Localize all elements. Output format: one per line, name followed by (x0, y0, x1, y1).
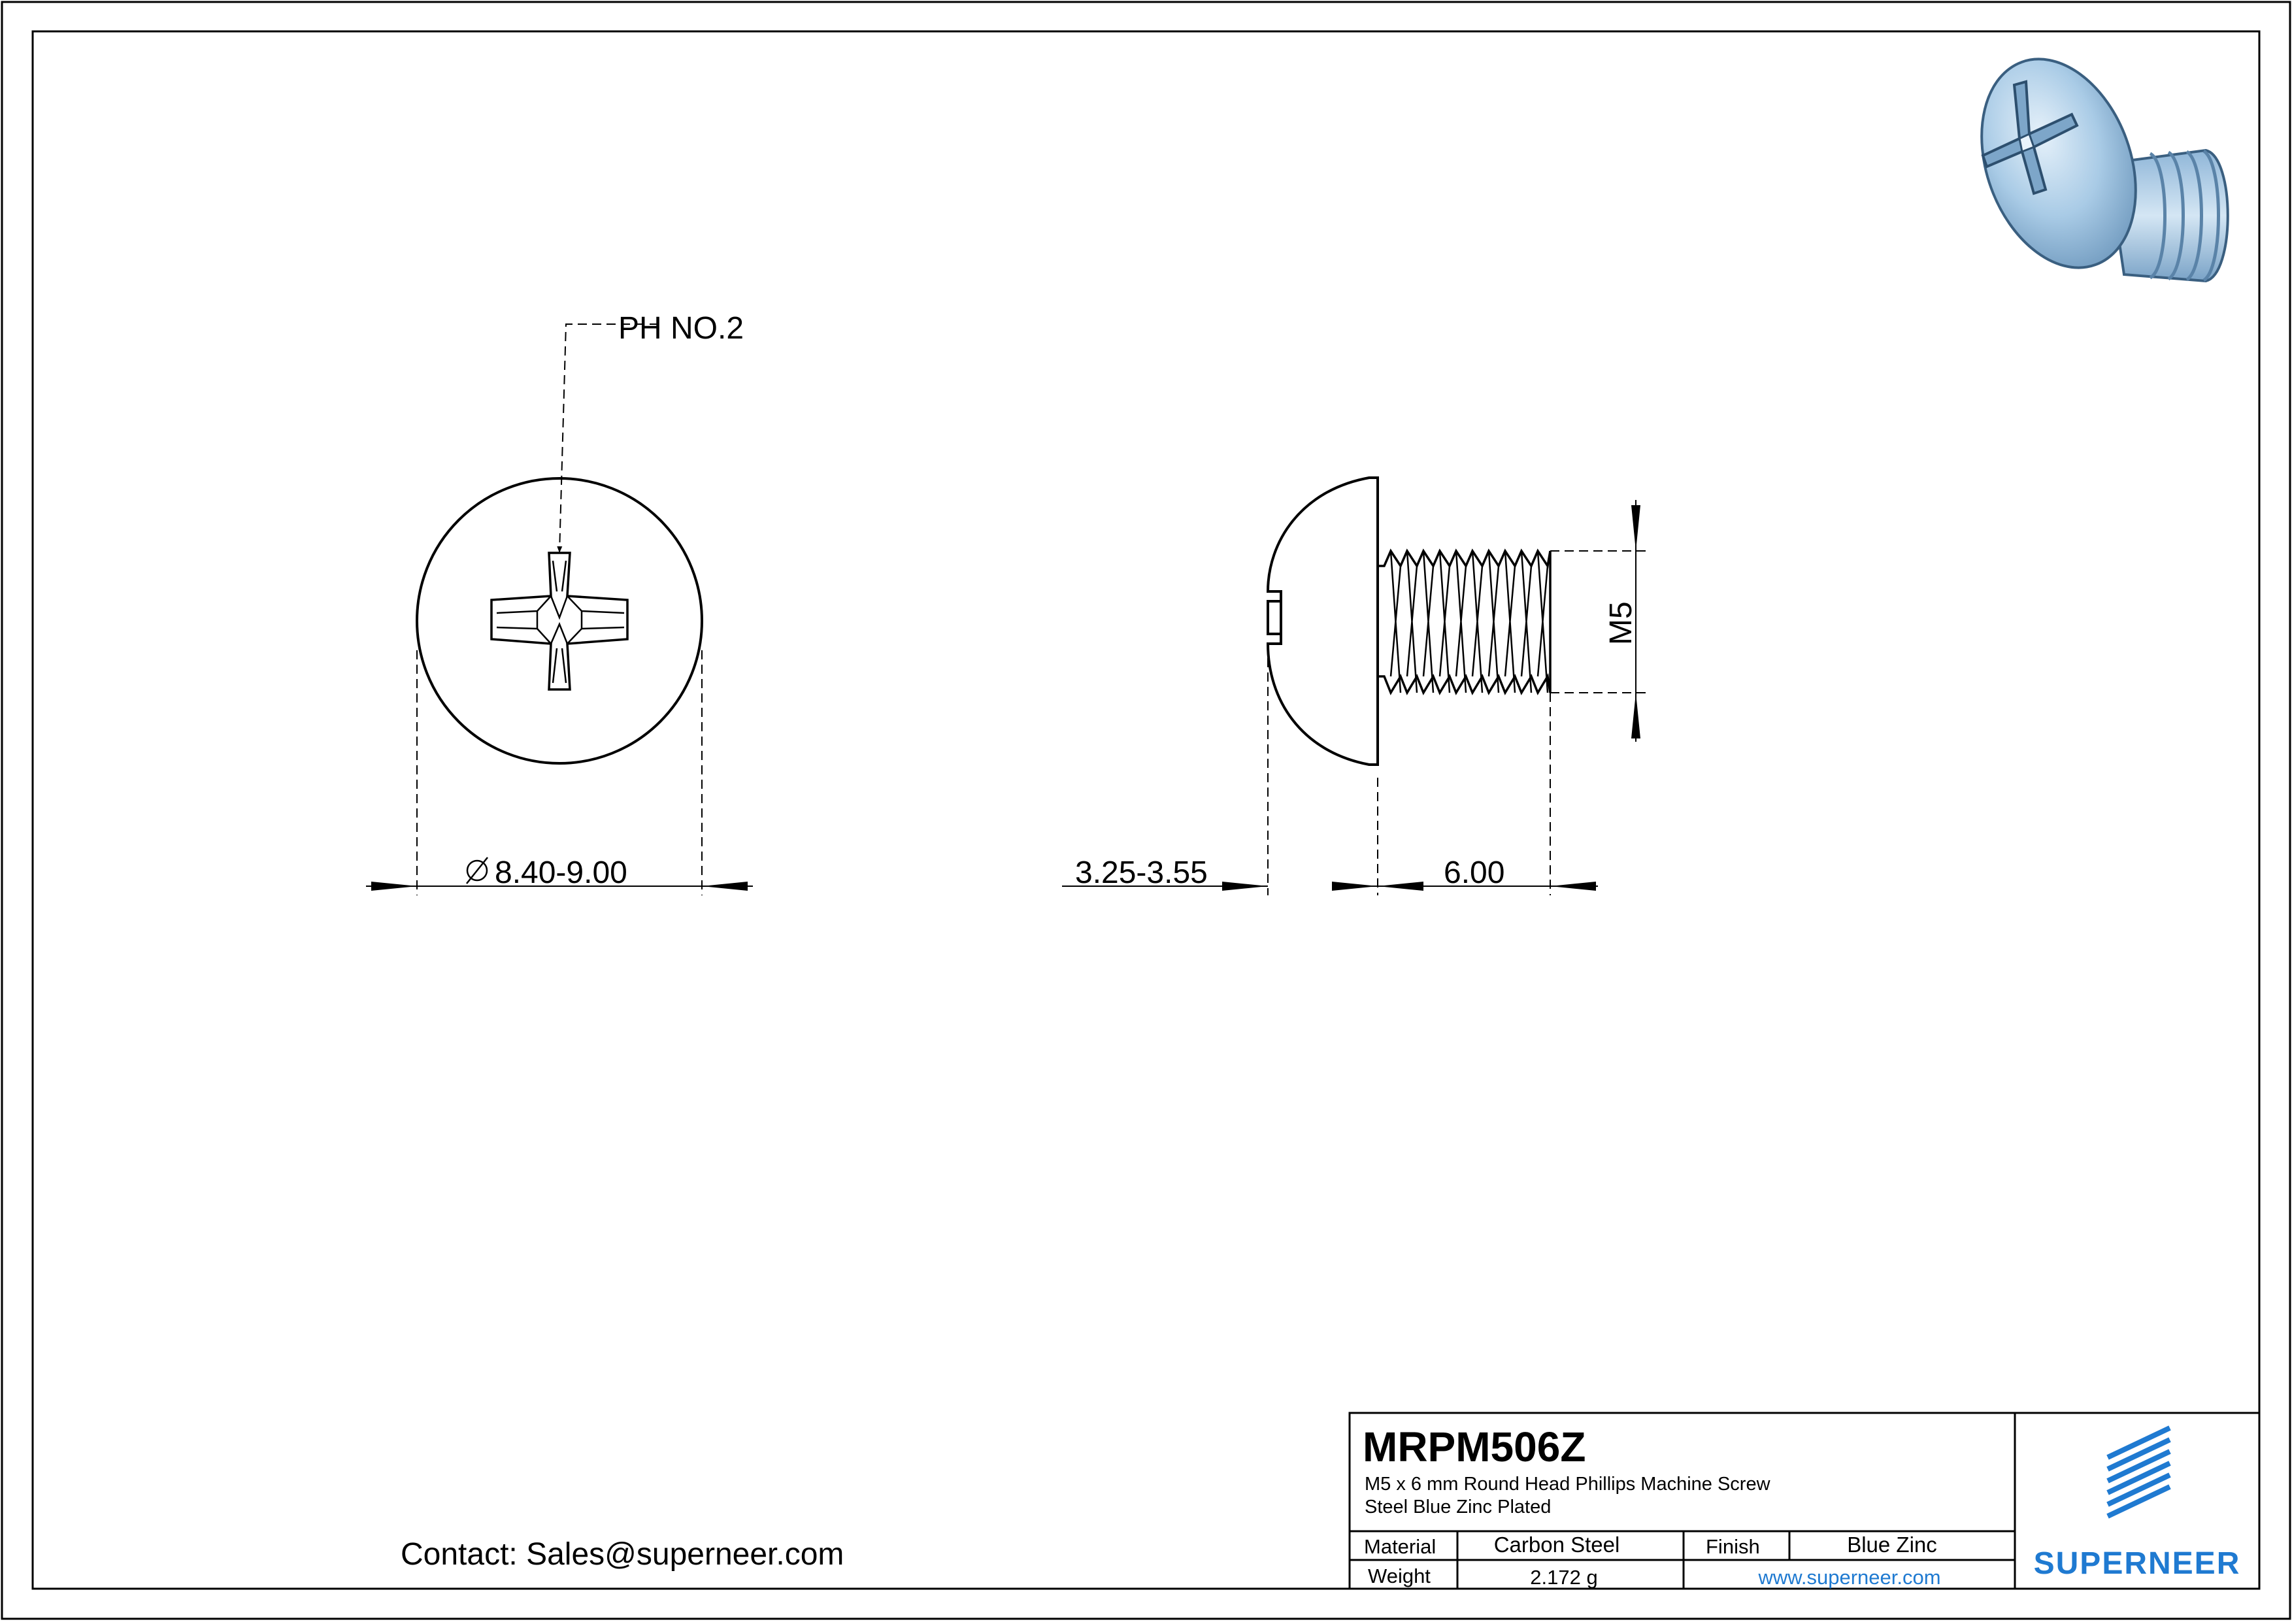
screw-3d-render-icon (1954, 37, 2228, 289)
title-block (1350, 1413, 2259, 1589)
material-label: Material (1364, 1535, 1437, 1558)
callout-leader (559, 324, 659, 553)
dim-length-value: 6.00 (1444, 855, 1505, 890)
website-link[interactable]: www.superneer.com (1758, 1566, 1941, 1589)
weight-label: Weight (1368, 1565, 1431, 1587)
contact-text: Contact: Sales@superneer.com (401, 1537, 844, 1572)
recess-detail-lines (497, 561, 624, 683)
dim-thread-value: M5 (1604, 601, 1638, 645)
finish-label: Finish (1706, 1535, 1760, 1558)
part-number: MRPM506Z (1363, 1423, 1586, 1470)
brand-name: SUPERNEER (2033, 1546, 2241, 1581)
callout-label: PH NO.2 (618, 311, 744, 346)
dim-head-height-value: 3.25-3.55 (1075, 855, 1208, 890)
diameter-symbol (467, 857, 488, 884)
phillips-recess (491, 553, 627, 689)
thread-profile-top (1378, 551, 1550, 566)
screw-head-outline (417, 478, 702, 763)
weight-value: 2.172 g (1530, 1566, 1598, 1589)
dim-diameter-value: 8.40-9.00 (495, 855, 627, 890)
part-description-line1: M5 x 6 mm Round Head Phillips Machine Screw (1365, 1474, 1770, 1495)
head-slot-notch (1268, 601, 1281, 634)
outer-border (2, 2, 2290, 1619)
front-view (366, 311, 753, 895)
part-description-line2: Steel Blue Zinc Plated (1365, 1497, 1552, 1517)
inner-border (33, 31, 2259, 1589)
finish-value: Blue Zinc (1847, 1533, 1937, 1557)
thread-profile-bottom (1378, 676, 1550, 693)
screw-head-side (1268, 478, 1378, 765)
superneer-logo-icon (2108, 1428, 2170, 1516)
thread-helix-lines (1391, 551, 1548, 693)
material-value: Carbon Steel (1493, 1533, 1620, 1557)
side-view (1062, 478, 1647, 895)
